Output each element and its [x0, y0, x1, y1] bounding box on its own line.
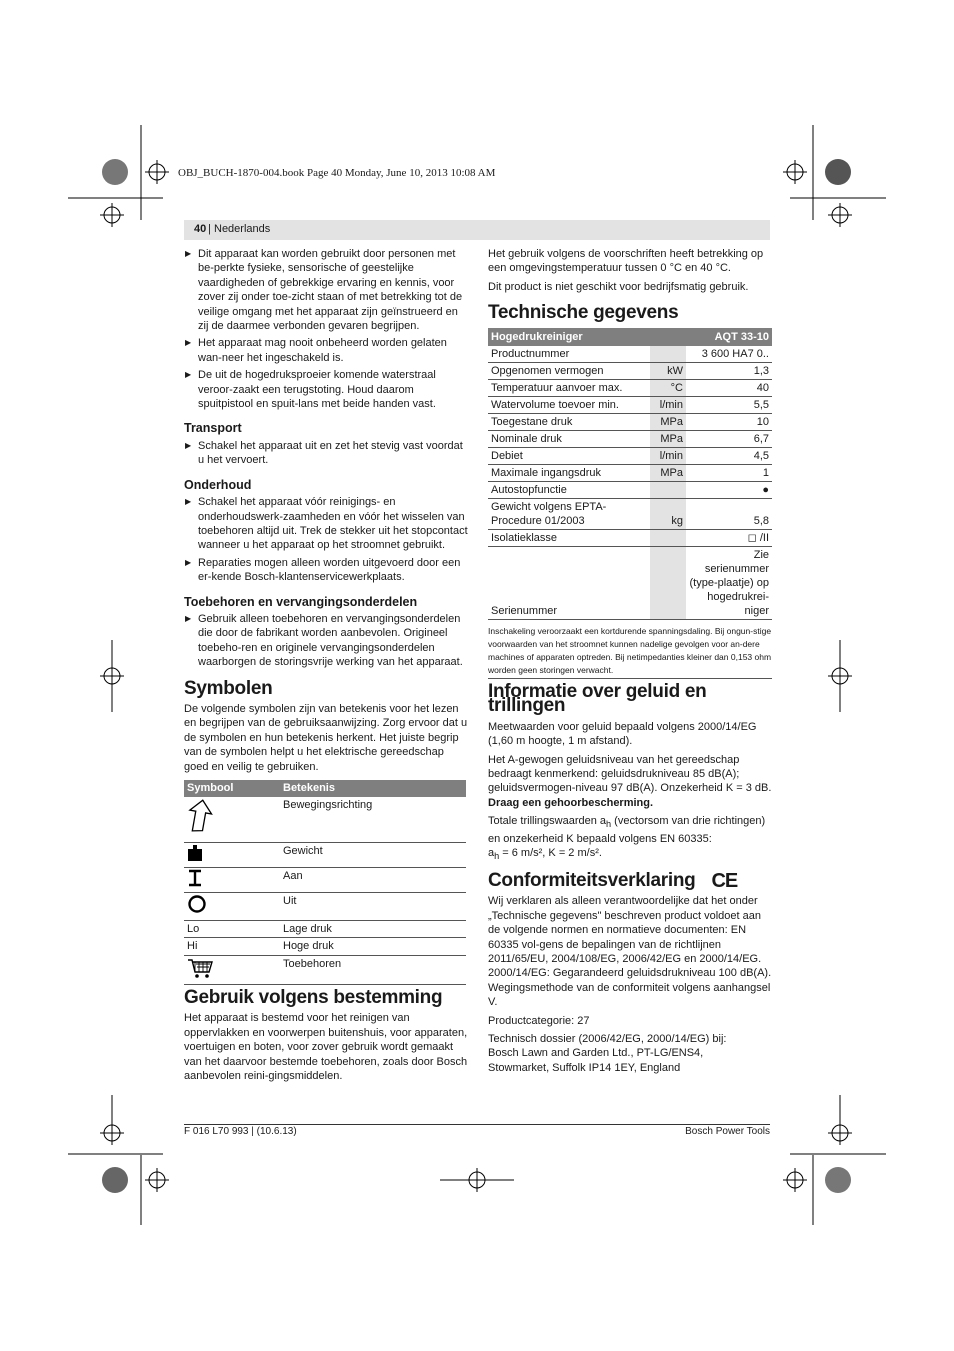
list-item: ▶ Gebruik alleen toebehoren en vervangingsonderdelen die door de fabrikant worden aanbevolen. Origineel toebeho-ren en originele vervangingsonderdelen waarborgen de storingsvrije werking van het apparaat.: [184, 612, 468, 670]
table-cell: Maximale ingangsdruk: [488, 465, 650, 482]
table-cell: Lo: [184, 920, 280, 937]
symbolen-text: De volgende symbolen zijn van betekenis voor het lezen en begrijpen van de gebruiksaanwijzing. Zorg ervoor dat u de symbolen en hun betekenis herkent. Het juiste begrip van de symbolen helpt u het elektrische gereedschap goed en veilig te gebruiken.: [184, 702, 468, 773]
vibration-text: (vectorsom van drie richtingen) en onzekerheid K bepaald volgens EN 60335:: [488, 815, 766, 845]
table-header: [650, 328, 686, 346]
table-cell: [650, 346, 686, 363]
tech-table: [488, 328, 772, 620]
weight-icon: [184, 842, 280, 867]
table-cell: Serienummer: [488, 547, 650, 620]
table-row: [184, 893, 466, 920]
table-cell: l/min: [650, 448, 686, 465]
on-icon: [184, 867, 280, 892]
table-cell: MPa: [650, 414, 686, 431]
gebruik-text: Het apparaat is bestemd voor het reinigen van oppervlakken en voorwerpen buitenshuis, voor apparaten, voertuigen en boten, voor zover gebruik wordt gemaakt van het daarvoor bestemde toebehoren, zoals door Bosch aanbevolen reini-gingsmiddelen.: [184, 1012, 468, 1082]
conf-text: Productcategorie: 27: [488, 1014, 590, 1027]
tech-table-body: [488, 346, 772, 620]
footer-right: Bosch Power Tools: [685, 1126, 770, 1137]
table-row: [488, 431, 772, 448]
cart-icon: [184, 955, 280, 984]
intro-text: Het gebruik volgens de voorschriften heeft betrekking op een omgevingstemperatuur tussen 0 °C en 40 °C.: [488, 248, 764, 275]
table-row: [488, 346, 772, 363]
table-row: [184, 938, 466, 955]
table-cell: MPa: [650, 431, 686, 448]
section-title-geluid: Informatie over geluid en trillingen: [488, 681, 707, 717]
vibration-sub: h: [494, 851, 500, 862]
conf-title-row: [488, 869, 772, 892]
header-language: Nederlands: [214, 223, 271, 235]
symbol-table: [184, 780, 466, 985]
list-item: ▶ Schakel het apparaat uit en zet het stevig vast voordat u het vervoert.: [184, 439, 468, 468]
table-cell: Aan: [280, 867, 466, 892]
tech-note: Inschakeling veroorzaakt een kortdurende spanningsdaling. Bij ongun-stige voorwaarden van het stroomnet kunnen nadelige gevolgen voor an-dere machines of apparaten optreden. Bij netimpedanties kleiner dan 0,153 ohm worden geen storingen verwacht.: [488, 625, 772, 679]
table-cell: 5,5: [686, 397, 772, 414]
table-cell: Productnummer: [488, 346, 650, 363]
table-cell: Zie serienummer (type-plaatje) op hogedrukrei-niger: [686, 547, 772, 620]
geluid-text: Het A-gewogen geluidsniveau van het gereedschap bedraagt kenmerkend: geluidsdrukniveau 85 dB(A); geluidsvermogen-niveau 97 dB(A). Onzekerheid K = 3 dB.: [488, 753, 772, 795]
table-row: [488, 465, 772, 482]
table-row: [488, 547, 772, 620]
table-cell: 1: [686, 465, 772, 482]
section-title-onderhoud: Onderhoud: [184, 477, 252, 492]
table-cell: [650, 482, 686, 499]
ce-mark-icon: CE: [711, 869, 738, 892]
table-cell: 10: [686, 414, 772, 431]
table-row: [184, 955, 466, 984]
table-cell: 1,3: [686, 363, 772, 380]
table-cell: 6,7: [686, 431, 772, 448]
list-item: ▶ Het apparaat mag nooit onbeheerd worden gelaten wan-neer het ingeschakeld is.: [184, 336, 468, 365]
section-title-gebruik: Gebruik volgens bestemming: [184, 986, 443, 1008]
table-cell: Temperatuur aanvoer max.: [488, 380, 650, 397]
footer-left: F 016 L70 993 | (10.6.13): [184, 1126, 297, 1137]
table-cell: Nominale druk: [488, 431, 650, 448]
section-title-conf: Conformiteitsverklaring: [488, 869, 696, 891]
vibration-text: = 6 m/s², K = 2 m/s².: [499, 847, 602, 860]
section-title-transport: Transport: [184, 421, 242, 436]
vibration-sub: h: [606, 819, 612, 830]
table-cell: Opgenomen vermogen: [488, 363, 650, 380]
table-cell: kg: [650, 499, 686, 530]
left-column: [184, 247, 468, 1083]
table-cell: Uit: [280, 893, 466, 920]
right-column: [488, 247, 772, 1075]
conf-text: Wij verklaren als alleen verantwoordelijke dat het onder „Technische gegevens" beschreven product voldoet aan de volgende normen en normatieve documenten: EN 60335 vol-gens de bepalingen van de richtlijnen 2011/65/EU, 2004/108/EG, 2006/42/EG en 2000/14/EG.: [488, 895, 762, 965]
intro-text: Dit product is niet geschikt voor bedrijfsmatig gebruik.: [488, 280, 749, 293]
table-cell: [650, 547, 686, 620]
table-row: [488, 499, 772, 530]
table-row: [488, 448, 772, 465]
list-item: ▶ Reparaties mogen alleen worden uitgevoerd door een er-kende Bosch-klantenservicewerkplaats.: [184, 556, 468, 585]
table-row: [488, 414, 772, 431]
arrow-icon: [184, 797, 280, 842]
table-header: Betekenis: [280, 780, 466, 797]
table-cell: Watervolume toevoer min.: [488, 397, 650, 414]
off-icon: [184, 893, 280, 920]
footer-rule: [184, 1124, 770, 1125]
table-cell: kW: [650, 363, 686, 380]
table-row: [184, 797, 466, 842]
table-row: [184, 867, 466, 892]
table-cell: Autostopfunctie: [488, 482, 650, 499]
table-header: Symbool: [184, 780, 280, 797]
list-item: ▶ Schakel het apparaat vóór reinigings- en onderhoudswerk-zaamheden en vóór het wisselen van toebehoren altijd uit. Trek de stekker uit het stopcontact wanneer u het apparaat op het stroomnet gebruikt.: [184, 495, 468, 553]
geluid-vibration: [488, 814, 772, 864]
table-cell: 4,5: [686, 448, 772, 465]
table-header: AQT 33-10: [686, 328, 772, 346]
conf-text: 2000/14/EG: Gegarandeerd geluidsdrukniveau 100 dB(A). Wegingsmethode van de conformiteit volgens aanhangsel V.: [488, 967, 772, 1009]
table-cell: Bewegingsrichting: [280, 797, 466, 842]
table-cell: 3 600 HA7 0..: [686, 346, 772, 363]
table-cell: °C: [650, 380, 686, 397]
table-cell: Gewicht: [280, 842, 466, 867]
table-row: [488, 530, 772, 547]
table-row: [488, 363, 772, 380]
vibration-text: a: [488, 847, 495, 860]
table-cell: MPa: [650, 465, 686, 482]
section-title-toebehoren: Toebehoren en vervangingsonderdelen: [184, 594, 418, 609]
page-header-bar: [184, 220, 770, 240]
table-cell: Toegestane druk: [488, 414, 650, 431]
list-item: ▶ De uit de hogedruksproeier komende waterstraal veroor-zaakt een terugstoting. Houd daarom spuitpistool en spuit-lans met beide handen vast.: [184, 368, 468, 411]
list-item: ▶ Dit apparaat kan worden gebruikt door personen met be-perkte fysieke, sensorische of geestelijke vaardigheden of gebrekkige ervaring en kennis, voor zover zij onder toe-zicht staan of met betrekking tot de veilige omgang met het apparaat zijn geïnstrueerd en zij de daarmee verbonden gevaren begrijpen.: [184, 247, 468, 333]
page-number: 40: [194, 223, 207, 235]
table-cell: 5,8: [686, 499, 772, 530]
table-cell: l/min: [650, 397, 686, 414]
conf-text: Stowmarket, Suffolk IP14 1EY, England: [488, 1061, 681, 1074]
table-cell: 40: [686, 380, 772, 397]
geluid-warning: Draag een gehoorbescherming.: [488, 796, 654, 809]
table-cell: [650, 530, 686, 547]
table-row: [488, 380, 772, 397]
table-cell: Isolatieklasse: [488, 530, 650, 547]
table-row: [488, 482, 772, 499]
table-row: [184, 920, 466, 937]
geluid-text: Meetwaarden voor geluid bepaald volgens 2000/14/EG (1,60 m hoogte, 1 m afstand).: [488, 720, 757, 748]
section-title-tech: Technische gegevens: [488, 302, 679, 324]
conf-text: Bosch Lawn and Garden Ltd., PT-LG/ENS4,: [488, 1047, 704, 1060]
table-cell: Gewicht volgens EPTA-Procedure 01/2003: [488, 499, 650, 530]
vibration-text: Totale trillingswaarden a: [488, 815, 607, 828]
file-header: OBJ_BUCH-1870-004.book Page 40 Monday, June 10, 2013 10:08 AM: [178, 167, 496, 179]
table-header: Hogedrukreiniger: [488, 328, 650, 346]
table-cell: Toebehoren: [280, 955, 466, 984]
table-row: [184, 842, 466, 867]
table-cell: ◻ /II: [686, 530, 772, 547]
table-cell: ●: [686, 482, 772, 499]
table-cell: Debiet: [488, 448, 650, 465]
table-row: [488, 397, 772, 414]
table-cell: Hoge druk: [280, 938, 466, 955]
header-separator: |: [208, 223, 211, 235]
table-cell: Lage druk: [280, 920, 466, 937]
section-title-symbolen: Symbolen: [184, 677, 273, 699]
table-cell: Hi: [184, 938, 280, 955]
conf-text: Technisch dossier (2006/42/EG, 2000/14/EG) bij:: [488, 1032, 727, 1045]
